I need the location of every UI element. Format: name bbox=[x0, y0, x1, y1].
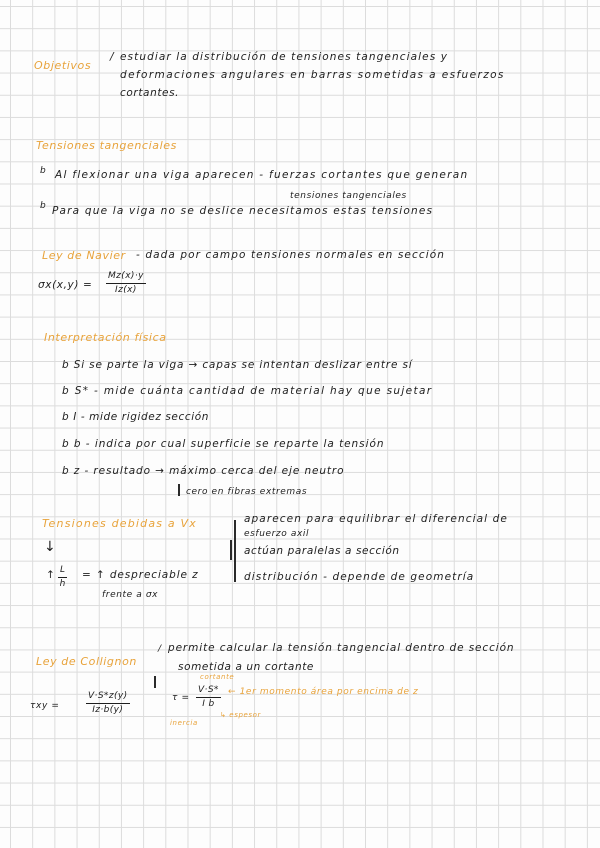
interpretacion-item-2: b S* - mide cuánta cantidad de material hay que sujetar bbox=[62, 385, 433, 397]
tensiones-item1-bullet: b bbox=[40, 166, 47, 176]
objetivos-line-2: deformaciones angulares en barras sometidas a esfuerzos bbox=[120, 69, 505, 81]
collignon-formula-lhs: τxy = bbox=[30, 701, 60, 711]
collignon-line-2: sometida a un cortante bbox=[178, 661, 314, 673]
interpretacion-item-3: b I - mide rigidez sección bbox=[62, 411, 210, 423]
tensiones-debidas-bracket-inner bbox=[230, 540, 232, 560]
frente-a-sigma-text: frente a σx bbox=[102, 590, 159, 600]
tau-formula-denominator: I b bbox=[202, 699, 215, 709]
interpretacion-sub-item: cero en fibras extremas bbox=[186, 487, 308, 497]
tau-formula-lhs: τ = bbox=[172, 693, 190, 703]
l-over-h-fraction bbox=[58, 566, 67, 589]
interpretacion-item-1: b Si se parte la viga → capas se intentan deslizar entre sí bbox=[62, 359, 413, 371]
tensiones-debidas-heading: Tensiones debidas a Vx bbox=[42, 517, 197, 530]
annotation-momento: ← 1er momento área por encima de z bbox=[228, 687, 419, 697]
tau-formula-numerator: V·S* bbox=[196, 686, 221, 698]
objetivos-line-3: cortantes. bbox=[120, 87, 180, 99]
despreciable-text: = ↑ despreciable z bbox=[82, 569, 199, 581]
down-arrow-icon: ↓ bbox=[44, 539, 57, 555]
annotation-espesor: ↳ espesor bbox=[220, 711, 262, 719]
tensiones-debidas-item-2: actúan paralelas a sección bbox=[244, 545, 400, 557]
collignon-formula-denominator: Iz·b(y) bbox=[92, 705, 124, 715]
tensiones-item2-line: Para que la viga no se deslice necesitamos estas tensiones bbox=[52, 205, 434, 217]
collignon-bullet: / bbox=[158, 644, 162, 654]
tau-formula-fraction bbox=[196, 686, 221, 709]
annotation-cortante: cortante bbox=[200, 673, 235, 681]
ley-navier-heading: Ley de Navier bbox=[42, 249, 126, 262]
collignon-bracket bbox=[154, 676, 156, 688]
tensiones-debidas-bracket bbox=[234, 520, 236, 582]
interpretacion-item-5: b z - resultado → máximo cerca del eje neutro bbox=[62, 465, 345, 477]
objetivos-line-1: estudiar la distribución de tensiones tangenciales y bbox=[120, 51, 449, 63]
navier-formula-numerator: Mz(x)·y bbox=[106, 272, 146, 284]
interpretacion-item-4: b b - indica por cual superficie se reparte la tensión bbox=[62, 438, 385, 450]
tensiones-debidas-item-3: distribución - depende de geometría bbox=[244, 571, 475, 583]
ley-collignon-heading: Ley de Collignon bbox=[36, 655, 137, 668]
tensiones-item2-bullet: b bbox=[40, 201, 47, 211]
interpretacion-sub-bracket bbox=[178, 484, 180, 496]
navier-formula-denominator: Iz(x) bbox=[115, 285, 137, 295]
navier-formula-lhs: σx(x,y) = bbox=[38, 279, 93, 291]
objetivos-bullet: / bbox=[110, 51, 115, 63]
annotation-inercia: inercia bbox=[170, 719, 198, 727]
navier-formula-fraction bbox=[106, 272, 146, 295]
collignon-formula-fraction bbox=[86, 692, 130, 715]
tensiones-debidas-item-1b: esfuerzo axil bbox=[244, 529, 310, 539]
frac-prefix: ↑ bbox=[46, 569, 56, 581]
collignon-formula-numerator: V·S*z(y) bbox=[86, 692, 130, 704]
collignon-line-1: permite calcular la tensión tangencial dentro de sección bbox=[168, 642, 515, 654]
tensiones-item1-line1: Al flexionar una viga aparecen - fuerzas cortantes que generan bbox=[55, 169, 469, 181]
l-over-h-denominator: h bbox=[59, 579, 66, 589]
tensiones-item1-line2: tensiones tangenciales bbox=[290, 191, 407, 201]
tensiones-debidas-item-1: aparecen para equilibrar el diferencial de bbox=[244, 513, 508, 525]
interpretacion-heading: Interpretación física bbox=[44, 331, 167, 344]
l-over-h-numerator: L bbox=[58, 566, 67, 578]
ley-navier-text: - dada por campo tensiones normales en sección bbox=[136, 249, 446, 261]
tensiones-tangenciales-heading: Tensiones tangenciales bbox=[36, 139, 177, 152]
objetivos-heading: Objetivos bbox=[34, 59, 92, 72]
